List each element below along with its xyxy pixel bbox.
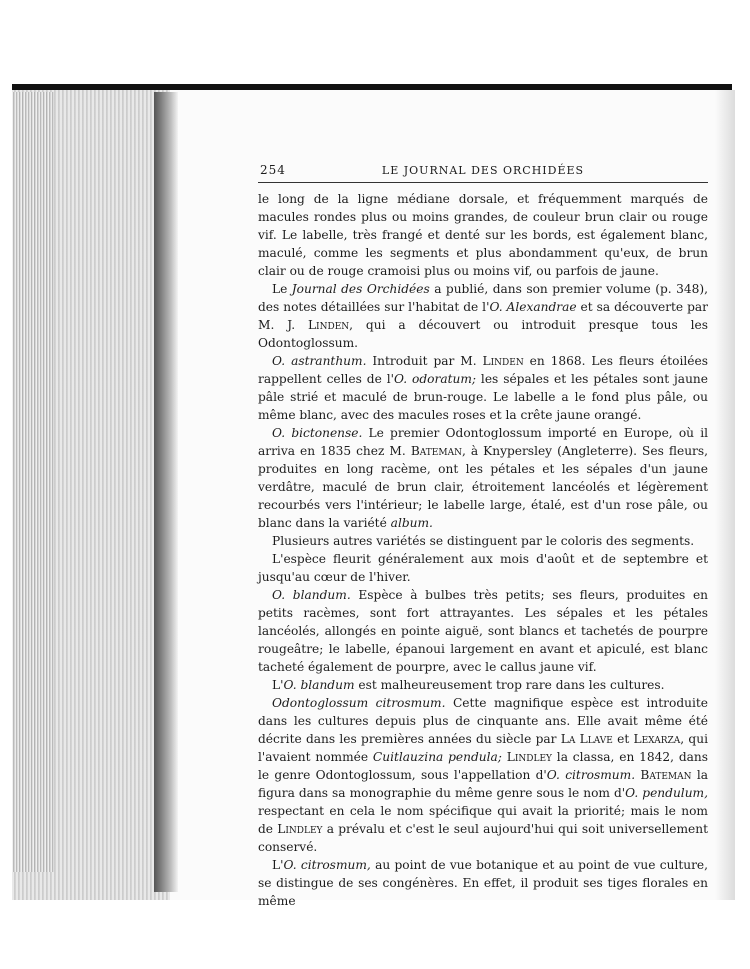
paragraph [258,352,708,424]
paragraph [258,694,708,856]
text-run: L'espèce fleurit généralement aux mois d'août et de septembre et jusqu'au cœur de l'hiver. [258,552,708,584]
text-run: L' [272,858,284,872]
paragraph [258,676,708,694]
text-run: , qui a découvert ou introduit presque tous les Odontoglossum. [258,318,708,350]
italic-text: O. bictonense. [272,426,363,440]
text-run: a prévalu et c'est le seul aujourd'hui qui soit universellement conservé. [258,822,709,854]
journal-title: LE JOURNAL DES ORCHIDÉES [381,164,585,177]
running-header [258,162,708,183]
italic-text: O. citrosmum. [546,768,636,782]
small-caps-name: Bateman [410,444,462,458]
body-text [258,190,708,910]
paragraph [258,532,708,550]
text-run: respectant en cela le nom spécifique qui avait la priorité; mais le nom de [258,804,708,836]
small-caps-name: Linden [307,318,350,332]
text-run: L' [272,678,284,692]
text-run: est malheureusement trop rare dans les cultures. [354,678,665,692]
italic-text: O. Alexandrae [489,300,577,314]
page-right-fold [715,90,735,900]
paragraph [258,280,708,352]
small-caps-name: Linden [482,354,524,368]
text-run: a publié, dans son premier volume (p. 348), des notes détaillées sur l'habitat de l' [258,282,708,314]
text-run: en 1868. Les fleurs étoilées rappellent celles de l' [258,354,708,386]
text-run: et [612,732,634,746]
italic-text: O. citrosmum, [283,858,371,872]
italic-text: album. [390,516,433,530]
small-caps-name: Lexarza [633,732,681,746]
small-caps-name: Bateman [640,768,692,782]
paragraph [258,586,708,676]
text-run: Cette magnifique espèce est introduite dans les cultures depuis plus de cinquante ans. Elle avait même été décrite dans les premières années du siècle par [258,696,708,746]
book-gutter [154,92,178,892]
text-run: le long de la ligne médiane dorsale, et fréquemment marqués de macules rondes plus ou moins grandes, de couleur brun clair ou rouge vif. Le labelle, très frangé et denté sur les bords, est également blanc, maculé, comme les segments et plus abondamment qu'eux, de brun clair ou de rouge cramoisi plus ou moins vif, ou parfois de jaune. [258,192,708,278]
paragraph [258,856,708,910]
text-run: au point de vue botanique et au point de vue culture, se distingue de ses congénères. En effet, il produit ses tiges florales en même [258,858,708,908]
text-run: les sépales et les pétales sont jaune pâle strié et maculé de brun-rouge. Le labelle a le fond plus pâle, ou même blanc, avec des macules roses et la crête jaune orangé. [258,372,708,422]
italic-text: Journal des Orchidées [291,282,430,296]
text-run: Le [272,282,292,296]
small-caps-name: Lindley [506,750,552,764]
page-number: 254 [260,163,286,177]
page-stack-edges [12,92,54,872]
text-run: Plusieurs autres variétés se distinguent par le coloris des segments. [272,534,695,548]
text-run: la figura dans sa monographie du même genre sous le nom d' [258,768,708,800]
text-run: , à Knypersley (Angleterre). Ses fleurs, produites en long racème, ont les pétales et les sépales d'un jaune verdâtre, maculé de brun clair, étroitement lancéolés et légèrement recourbés vers l'intérieur; le labelle large, étalé, est d'un rose pâle, ou blanc dans la variété [258,444,709,530]
paragraph [258,190,708,280]
italic-text: O. odoratum; [393,372,477,386]
italic-text: O. pendulum, [625,786,708,800]
text-run: Espèce à bulbes très petits; ses fleurs, produites en petits racèmes, sont fort attrayantes. Les sépales et les pétales lancéolés, allongés en pointe aiguë, sont blancs et tachetés de pourpre rougeâtre; le labelle, épanoui largement en avant et apiculé, est blanc tacheté également de pourpre, avec le callus jaune vif. [258,588,709,674]
italic-text: O. blandum [283,678,355,692]
text-run: Introduit par M. [366,354,483,368]
italic-text: O. blandum. [272,588,351,602]
italic-text: O. astranthum. [272,354,367,368]
text-run: la classa, en 1842, dans le genre Odontoglossum, sous l'appellation d' [258,750,709,782]
italic-text: Odontoglossum citrosmum. [272,696,446,710]
italic-text: Cuitlauzina pendula; [372,750,502,764]
text-run: et sa découverte par M. J. [258,300,708,332]
small-caps-name: Lindley [277,822,323,836]
text-run: , qui l'avaient nommée [258,732,708,764]
small-caps-name: La Llave [560,732,613,746]
text-run: Le premier Odontoglossum importé en Europe, où il arriva en 1835 chez M. [258,426,709,458]
paragraph [258,424,708,532]
paragraph [258,550,708,586]
